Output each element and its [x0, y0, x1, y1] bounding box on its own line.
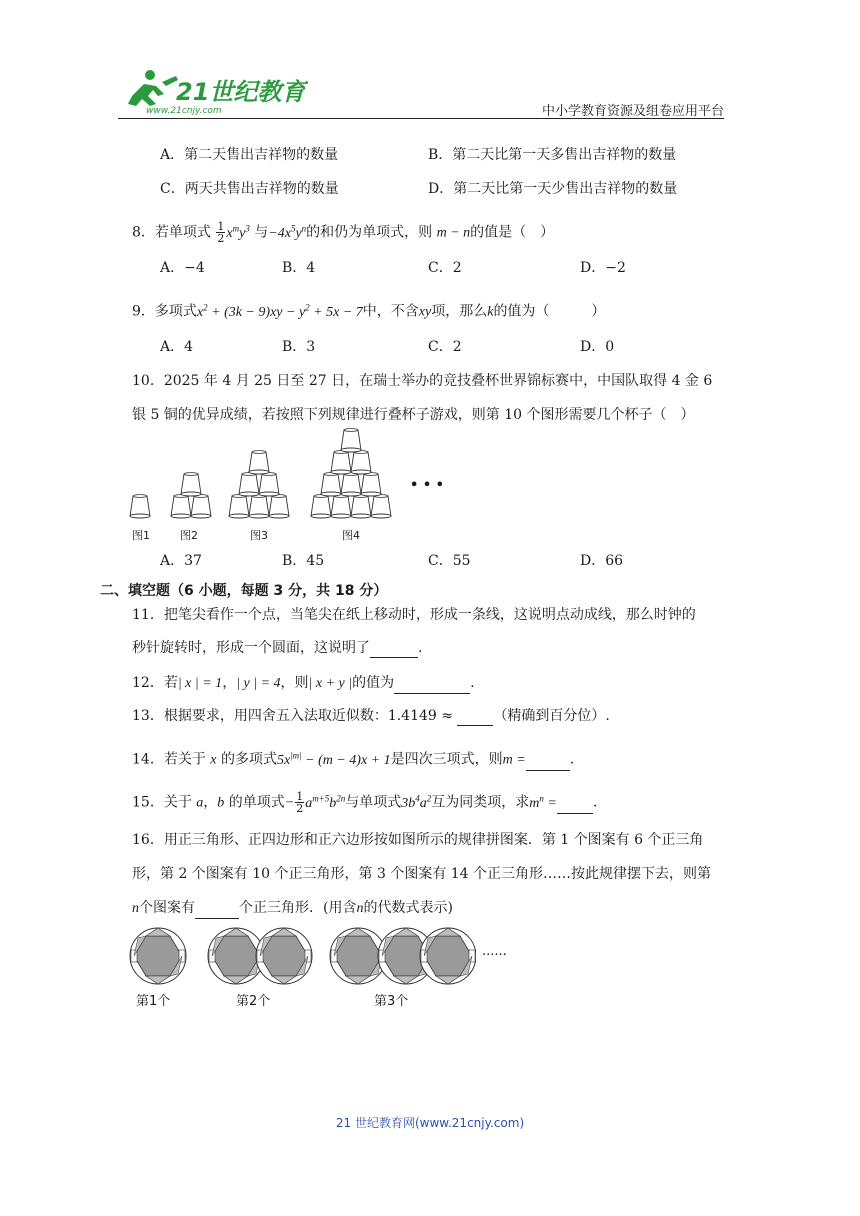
platform-label: 中小学教育资源及组卷应用平台	[541, 104, 724, 119]
q10-option-b: B．45	[282, 553, 325, 569]
q7-option-d: D．第二天比第一天少售出吉祥物的数量	[428, 181, 678, 197]
q8-option-a: A．−4	[160, 260, 205, 276]
logo	[118, 66, 308, 116]
q7-option-b: B．第二天比第一天多售出吉祥物的数量	[428, 147, 677, 163]
page-footer: 21 世纪教育网(www.21cnjy.com)	[335, 1116, 525, 1130]
tiling-ellipsis: ......	[482, 944, 507, 959]
q10-option-c: C．55	[428, 553, 471, 569]
caption-pattern-1: 第1个	[136, 994, 171, 1009]
q9-option-b: B．3	[282, 339, 316, 355]
question-16-line3: n个图案有 个正三角形．(用含n的代数式表示)	[132, 898, 453, 919]
q9-option-a: A．4	[160, 339, 194, 355]
caption-fig4: 图4	[342, 529, 360, 542]
question-10-line1: 10．2025 年 4 月 25 日至 27 日，在瑞士举办的竞技叠杯世界锦标赛中，中国队取得 4 金 6	[132, 373, 713, 389]
question-9: 9．多项式$x^2 + (3k - 9)xy - y^2 + 5x - 7$中，不含xy项，那么k的值为（ ）	[132, 302, 606, 320]
q9-option-c: C．2	[428, 339, 462, 355]
q10-option-a: A．37	[160, 553, 202, 569]
question-15: 15．关于 a，b 的单项式− $\frac{1}{2}$ $a^{m+5}b^{2n}$与单项式$3b^4a^2$互为同类项，求$m^n$ = .	[132, 790, 598, 816]
q8-option-b: B．4	[282, 260, 316, 276]
q8-option-c: C．2	[428, 260, 462, 276]
question-13: 13．根据要求，用四舍五入法取近似数：1.4149 ≈ （精确到百分位）.	[132, 708, 610, 724]
caption-fig1: 图1	[132, 529, 150, 542]
cup-stacking-figure	[126, 428, 446, 528]
q7-option-a: A．第二天售出吉祥物的数量	[160, 147, 339, 163]
tiling-pattern-1	[130, 928, 186, 984]
question-16-line1: 16．用正三角形、正四边形和正六边形按如图所示的规律拼图案．第 1 个图案有 6 个正三角	[132, 832, 704, 848]
caption-pattern-3: 第3个	[374, 994, 409, 1009]
q10-option-d: D．66	[580, 553, 624, 569]
question-14: 14．若关于 x 的多项式$5x^{|m|} - (m - 4)x + 1$是四次三项式，则m = .	[132, 745, 574, 771]
question-10-line2: 银 5 铜的优异成绩，若按照下列规律进行叠杯子游戏，则第 10 个图形需要几个杯子（ ）	[132, 407, 695, 423]
figure-3	[229, 451, 289, 518]
figure-2	[171, 473, 211, 518]
q9-option-d: D．0	[580, 339, 615, 355]
header-divider	[118, 118, 724, 119]
runner-icon	[128, 70, 178, 106]
q8-option-d: D．−2	[580, 260, 626, 276]
q7-option-c: C．两天共售出吉祥物的数量	[160, 181, 339, 197]
question-11-line1: 11．把笔尖看作一个点，当笔尖在纸上移动时，形成一条线，这说明点动成线，那么时钟的	[132, 607, 696, 623]
tiling-pattern-2	[208, 928, 312, 984]
figure-1	[130, 495, 150, 518]
section-2-title: 二、填空题（6 小题，每题 3 分，共 18 分）	[100, 583, 388, 599]
question-16-line2: 形，第 2 个图案有 10 个正三角形，第 3 个图案有 14 个正三角形……按此规律摆下去，则第	[132, 866, 712, 882]
tiling-figure	[126, 925, 476, 987]
svg-text:www.21cnjy.com: www.21cnjy.com	[146, 106, 222, 116]
figure-ellipsis: • • •	[410, 478, 444, 493]
page-header	[118, 66, 724, 122]
figure-4	[311, 429, 391, 518]
caption-fig2: 图2	[180, 529, 198, 542]
question-12: 12．若| x | = 1，| y | = 4，则| x + y |的值为 .	[132, 673, 475, 694]
svg-text:21世纪教育: 21世纪教育	[176, 78, 306, 106]
caption-pattern-2: 第2个	[236, 994, 271, 1009]
question-8: 8．若单项式 $\frac{1}{2}$ $x^my^3$ 与$-4x^5y^n$的和仍为单项式，则 m − n的值是（ ）	[132, 220, 555, 246]
question-11-line2: 秒针旋转时，形成一个圆面，这说明了 .	[132, 640, 423, 656]
tiling-pattern-3	[330, 928, 476, 984]
caption-fig3: 图3	[250, 529, 268, 542]
